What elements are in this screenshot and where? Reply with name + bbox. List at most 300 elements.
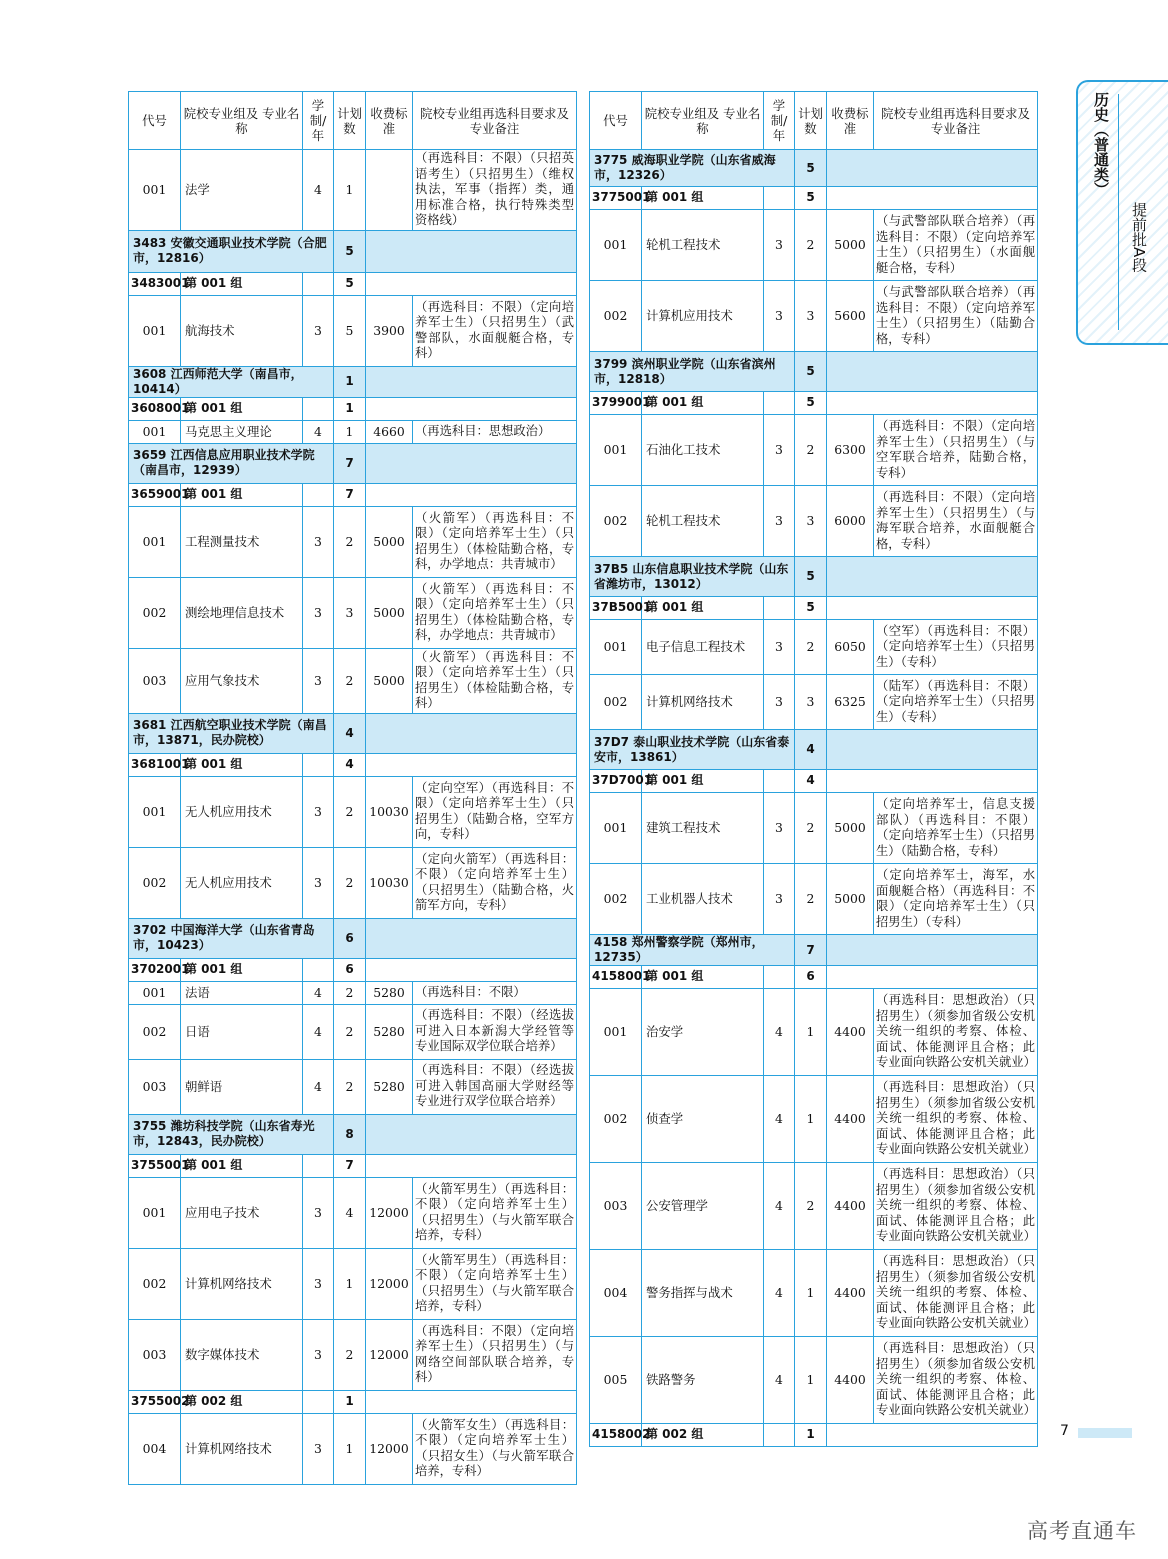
study-years: 4: [764, 989, 795, 1076]
group-name: 第 001 组: [642, 187, 764, 210]
study-years: 3: [764, 793, 795, 864]
empty-cell: [827, 150, 1038, 187]
major-note: （再选科目：不限）（经选拔可进入韩国高丽大学财经等专业进行双学位联合培养）: [413, 1059, 577, 1114]
empty-cell: [827, 730, 1038, 770]
header-fee: 收费标准: [366, 92, 413, 150]
tuition-fee: 5000: [366, 648, 413, 713]
major-name: 应用气象技术: [181, 648, 303, 713]
plan-count: 2: [334, 506, 366, 577]
college-name: 4158 郑州警察学院（郑州市，12735）: [590, 935, 795, 966]
group-code: 3702001: [129, 958, 181, 981]
empty-cell: [827, 597, 1038, 620]
plan-count: 1: [795, 1337, 827, 1424]
group-code: 3775001: [590, 187, 642, 210]
plan-count: 2: [795, 415, 827, 486]
plan-count: 1: [795, 989, 827, 1076]
major-name: 警务指挥与战术: [642, 1250, 764, 1337]
major-name: 航海技术: [181, 295, 303, 366]
empty-cell: [366, 1114, 577, 1154]
major-note: （陆军）（再选科目：不限）（定向培养军士生）（只招男生）（专科）: [874, 675, 1038, 730]
major-note: （再选科目：思想政治）: [413, 420, 577, 443]
major-code: 002: [129, 1248, 181, 1319]
table-header-row: [590, 92, 1038, 150]
tuition-fee: 10030: [366, 776, 413, 847]
major-name: 日语: [181, 1004, 303, 1059]
major-row: [129, 847, 577, 918]
empty-cell: [303, 1154, 334, 1177]
group-row: [590, 392, 1038, 415]
major-code: 001: [129, 150, 181, 231]
plan-count: 2: [334, 1004, 366, 1059]
group-name: 第 001 组: [642, 966, 764, 989]
major-row: [129, 1059, 577, 1114]
major-note: （再选科目：不限）（经选拔可进入日本新潟大学经管等专业国际双学位联合培养）: [413, 1004, 577, 1059]
group-name: 第 001 组: [181, 1154, 303, 1177]
tuition-fee: 6050: [827, 620, 874, 675]
major-note: （空军）（再选科目：不限）（定向培养军士生）（只招男生）（专科）: [874, 620, 1038, 675]
study-years: 4: [764, 1337, 795, 1424]
header-code: 代号: [129, 92, 181, 150]
tuition-fee: 12000: [366, 1413, 413, 1484]
empty-cell: [827, 557, 1038, 597]
empty-cell: [366, 753, 577, 776]
plan-count: 1: [795, 1076, 827, 1163]
plan-count: 2: [334, 648, 366, 713]
plan-count: 7: [334, 443, 366, 483]
plan-count: 2: [795, 1163, 827, 1250]
major-code: 003: [129, 648, 181, 713]
major-code: 002: [129, 847, 181, 918]
major-row: [129, 577, 577, 648]
major-note: （与武警部队联合培养）（再选科目：不限）（定向培养军士生）（只招男生）（陆勤合格，专科）: [874, 281, 1038, 352]
group-code: 3799001: [590, 392, 642, 415]
plan-count: 5: [334, 230, 366, 272]
empty-cell: [366, 958, 577, 981]
college-name: 3702 中国海洋大学（山东省青岛市，10423）: [129, 918, 334, 958]
major-note: （火箭军）（再选科目：不限）（定向培养军士生）（只招男生）（体检陆勤合格，专科）: [413, 648, 577, 713]
major-note: （火箭军）（再选科目：不限）（定向培养军士生）（只招男生）（体检陆勤合格，专科，办学地点：共青城市）: [413, 506, 577, 577]
major-name: 计算机网络技术: [181, 1413, 303, 1484]
college-row: [590, 935, 1038, 966]
plan-count: 1: [334, 150, 366, 231]
major-code: 002: [590, 675, 642, 730]
major-code: 001: [590, 620, 642, 675]
plan-count: 1: [334, 1413, 366, 1484]
group-code: 3681001: [129, 753, 181, 776]
major-name: 侦查学: [642, 1076, 764, 1163]
tuition-fee: 5280: [366, 1059, 413, 1114]
major-note: （再选科目：思想政治）（只招男生）（须参加省级公安机关统一组织的考察、体检、面试、体能测评且合格；此专业面向铁路公安机关就业）: [874, 1337, 1038, 1424]
page-number: 7: [1060, 1423, 1069, 1439]
major-row: [129, 1413, 577, 1484]
major-row: [590, 620, 1038, 675]
group-name: 第 001 组: [181, 958, 303, 981]
major-name: 计算机网络技术: [642, 675, 764, 730]
major-name: 电子信息工程技术: [642, 620, 764, 675]
tuition-fee: 6300: [827, 415, 874, 486]
empty-cell: [827, 352, 1038, 392]
major-code: 002: [590, 1076, 642, 1163]
group-code: 3483001: [129, 272, 181, 295]
group-code: 3608001: [129, 397, 181, 420]
admission-table-right: [589, 91, 1038, 1447]
page-number-bar: [1078, 1428, 1132, 1438]
header-note: 院校专业组再选科目要求及专业备注: [413, 92, 577, 150]
group-name: 第 001 组: [642, 597, 764, 620]
study-years: 3: [303, 648, 334, 713]
study-years: 4: [303, 1004, 334, 1059]
major-note: （再选科目：思想政治）（只招男生）（须参加省级公安机关统一组织的考察、体检、面试、体能测评且合格；此专业面向铁路公安机关就业）: [874, 1163, 1038, 1250]
side-tab-title: 历史（普通类）: [1092, 92, 1110, 197]
major-note: （再选科目：不限）（定向培养军士生）（只招男生）（与网络空间部队联合培养，专科）: [413, 1319, 577, 1390]
group-row: [129, 272, 577, 295]
study-years: 4: [764, 1163, 795, 1250]
empty-cell: [827, 966, 1038, 989]
plan-count: 1: [334, 1390, 366, 1413]
plan-count: 2: [795, 210, 827, 281]
plan-count: 1: [795, 1424, 827, 1447]
major-code: 001: [129, 1177, 181, 1248]
group-code: 4158002: [590, 1424, 642, 1447]
major-name: 铁路警务: [642, 1337, 764, 1424]
plan-count: 4: [334, 713, 366, 753]
study-years: 3: [303, 506, 334, 577]
plan-count: 6: [334, 918, 366, 958]
plan-count: 2: [795, 793, 827, 864]
study-years: 4: [303, 1059, 334, 1114]
major-name: 朝鲜语: [181, 1059, 303, 1114]
plan-count: 2: [334, 776, 366, 847]
empty-cell: [366, 230, 577, 272]
major-name: 马克思主义理论: [181, 420, 303, 443]
tuition-fee: 4400: [827, 989, 874, 1076]
major-note: （火箭军男生）（再选科目：不限）（定向培养军士生）（只招男生）（与火箭军联合培养，专科）: [413, 1248, 577, 1319]
empty-cell: [366, 483, 577, 506]
college-name: 3608 江西师范大学（南昌市，10414）: [129, 366, 334, 397]
empty-cell: [764, 392, 795, 415]
empty-cell: [827, 392, 1038, 415]
header-fee: 收费标准: [827, 92, 874, 150]
plan-count: 6: [795, 966, 827, 989]
plan-count: 7: [334, 1154, 366, 1177]
study-years: 3: [764, 675, 795, 730]
plan-count: 5: [334, 272, 366, 295]
plan-count: 4: [795, 770, 827, 793]
group-row: [129, 1154, 577, 1177]
major-note: （再选科目：不限）（定向培养军士生）（只招男生）（武警部队，水面舰艇合格，专科）: [413, 295, 577, 366]
empty-cell: [366, 713, 577, 753]
study-years: 3: [764, 281, 795, 352]
empty-cell: [764, 187, 795, 210]
study-years: 3: [764, 415, 795, 486]
major-code: 001: [129, 981, 181, 1004]
plan-count: 2: [334, 1059, 366, 1114]
major-row: [129, 150, 577, 231]
major-name: 工程测量技术: [181, 506, 303, 577]
group-code: 37D7001: [590, 770, 642, 793]
major-code: 001: [129, 506, 181, 577]
group-name: 第 001 组: [181, 397, 303, 420]
major-name: 公安管理学: [642, 1163, 764, 1250]
plan-count: 5: [795, 150, 827, 187]
major-name: 应用电子技术: [181, 1177, 303, 1248]
plan-count: 2: [795, 620, 827, 675]
watermark-text: 高考直通车: [1027, 1519, 1137, 1543]
group-code: 3755001: [129, 1154, 181, 1177]
major-note: （再选科目：思想政治）（只招男生）（须参加省级公安机关统一组织的考察、体检、面试、体能测评且合格；此专业面向铁路公安机关就业）: [874, 1076, 1038, 1163]
plan-count: 5: [795, 597, 827, 620]
study-years: 4: [303, 981, 334, 1004]
major-row: [129, 1248, 577, 1319]
college-row: [129, 918, 577, 958]
major-code: 002: [590, 281, 642, 352]
group-row: [129, 753, 577, 776]
empty-cell: [303, 397, 334, 420]
plan-count: 1: [334, 366, 366, 397]
major-name: 法语: [181, 981, 303, 1004]
plan-count: 2: [334, 1319, 366, 1390]
empty-cell: [827, 935, 1038, 966]
major-row: [590, 486, 1038, 557]
major-name: 石油化工技术: [642, 415, 764, 486]
college-row: [590, 557, 1038, 597]
tuition-fee: 5000: [366, 506, 413, 577]
group-code: 4158001: [590, 966, 642, 989]
tuition-fee: 5000: [827, 210, 874, 281]
empty-cell: [366, 366, 577, 397]
study-years: 3: [303, 577, 334, 648]
study-years: 4: [764, 1250, 795, 1337]
major-code: 001: [129, 295, 181, 366]
plan-count: 4: [334, 753, 366, 776]
plan-count: 3: [334, 577, 366, 648]
major-code: 001: [129, 420, 181, 443]
group-row: [590, 597, 1038, 620]
study-years: 3: [303, 1319, 334, 1390]
college-row: [129, 443, 577, 483]
major-row: [129, 506, 577, 577]
plan-count: 5: [795, 392, 827, 415]
major-row: [590, 793, 1038, 864]
major-code: 004: [590, 1250, 642, 1337]
header-years: 学制/年: [764, 92, 795, 150]
college-name: 3755 潍坊科技学院（山东省寿光市，12843，民办院校）: [129, 1114, 334, 1154]
major-name: 测绘地理信息技术: [181, 577, 303, 648]
major-note: （定向火箭军）（再选科目：不限）（定向培养军士生）（只招男生）（陆勤合格，火箭军方向，专科）: [413, 847, 577, 918]
college-name: 3659 江西信息应用职业技术学院（南昌市，12939）: [129, 443, 334, 483]
plan-count: 1: [334, 397, 366, 420]
major-name: 轮机工程技术: [642, 210, 764, 281]
empty-cell: [827, 1424, 1038, 1447]
tuition-fee: 6000: [827, 486, 874, 557]
group-row: [590, 966, 1038, 989]
tuition-fee: 6325: [827, 675, 874, 730]
plan-count: 4: [334, 1177, 366, 1248]
plan-count: 2: [334, 847, 366, 918]
plan-count: 7: [795, 935, 827, 966]
empty-cell: [827, 187, 1038, 210]
empty-cell: [366, 443, 577, 483]
tuition-fee: 3900: [366, 295, 413, 366]
tuition-fee: 4400: [827, 1337, 874, 1424]
major-note: （定向培养军士，海军，水面舰艇合格）（再选科目：不限）（定向培养军士生）（只招男生）（专科）: [874, 864, 1038, 935]
major-row: [590, 1337, 1038, 1424]
study-years: 3: [303, 1248, 334, 1319]
college-name: 3483 安徽交通职业技术学院（合肥市，12816）: [129, 230, 334, 272]
major-code: 005: [590, 1337, 642, 1424]
empty-cell: [366, 397, 577, 420]
major-note: （火箭军）（再选科目：不限）（定向培养军士生）（只招男生）（体检陆勤合格，专科，办学地点：共青城市）: [413, 577, 577, 648]
header-name: 院校专业组及 专业名称: [642, 92, 764, 150]
college-name: 3799 滨州职业学院（山东省滨州市，12818）: [590, 352, 795, 392]
study-years: 4: [303, 420, 334, 443]
major-code: 001: [129, 776, 181, 847]
major-name: 工业机器人技术: [642, 864, 764, 935]
plan-count: 3: [795, 281, 827, 352]
table-header-row: [129, 92, 577, 150]
major-row: [590, 675, 1038, 730]
study-years: 3: [764, 620, 795, 675]
group-name: 第 001 组: [181, 272, 303, 295]
empty-cell: [366, 1154, 577, 1177]
empty-cell: [764, 966, 795, 989]
group-name: 第 001 组: [642, 770, 764, 793]
college-row: [590, 730, 1038, 770]
empty-cell: [366, 918, 577, 958]
major-row: [590, 1076, 1038, 1163]
major-row: [590, 210, 1038, 281]
empty-cell: [366, 1390, 577, 1413]
college-name: 37D7 泰山职业技术学院（山东省泰安市，13861）: [590, 730, 795, 770]
college-row: [129, 366, 577, 397]
tuition-fee: 4400: [827, 1076, 874, 1163]
major-code: 002: [590, 864, 642, 935]
group-row: [590, 187, 1038, 210]
admission-table-left: [128, 91, 577, 1485]
tuition-fee: 4400: [827, 1250, 874, 1337]
section-side-tab: [1076, 80, 1168, 345]
side-tab-subtitle: 提前批A段: [1130, 202, 1148, 273]
empty-cell: [366, 272, 577, 295]
major-note: （再选科目：不限）（定向培养军士生）（只招男生）（与空军联合培养，陆勤合格，专科）: [874, 415, 1038, 486]
major-code: 003: [129, 1059, 181, 1114]
major-name: 法学: [181, 150, 303, 231]
college-row: [590, 352, 1038, 392]
tuition-fee: 4400: [827, 1163, 874, 1250]
college-row: [129, 713, 577, 753]
college-name: 3775 威海职业学院（山东省威海市，12326）: [590, 150, 795, 187]
plan-count: 5: [795, 352, 827, 392]
major-name: 建筑工程技术: [642, 793, 764, 864]
plan-count: 8: [334, 1114, 366, 1154]
major-row: [129, 420, 577, 443]
empty-cell: [303, 483, 334, 506]
major-name: 计算机应用技术: [642, 281, 764, 352]
study-years: 3: [303, 1413, 334, 1484]
major-code: 001: [590, 793, 642, 864]
major-note: （定向培养军士，信息支援部队）（再选科目：不限）（定向培养军士生）（只招男生）（陆勤合格，专科）: [874, 793, 1038, 864]
plan-count: 6: [334, 958, 366, 981]
plan-count: 5: [334, 295, 366, 366]
major-row: [129, 295, 577, 366]
major-code: 001: [590, 210, 642, 281]
study-years: 4: [303, 150, 334, 231]
major-note: （与武警部队联合培养）（再选科目：不限）（定向培养军士生）（只招男生）（水面舰艇合格，专科）: [874, 210, 1038, 281]
group-code: 3659001: [129, 483, 181, 506]
empty-cell: [303, 1390, 334, 1413]
tuition-fee: 5000: [827, 864, 874, 935]
major-code: 004: [129, 1413, 181, 1484]
header-years: 学制/年: [303, 92, 334, 150]
major-name: 无人机应用技术: [181, 847, 303, 918]
tuition-fee: 4660: [366, 420, 413, 443]
major-name: 轮机工程技术: [642, 486, 764, 557]
major-row: [590, 281, 1038, 352]
major-row: [590, 989, 1038, 1076]
header-code: 代号: [590, 92, 642, 150]
major-name: 治安学: [642, 989, 764, 1076]
group-name: 第 002 组: [642, 1424, 764, 1447]
plan-count: 1: [334, 1248, 366, 1319]
group-row: [590, 770, 1038, 793]
major-note: （再选科目：不限）: [413, 981, 577, 1004]
major-row: [129, 981, 577, 1004]
header-plan: 计划数: [334, 92, 366, 150]
major-row: [129, 1319, 577, 1390]
major-code: 001: [590, 415, 642, 486]
side-tab-divider: [1118, 94, 1119, 330]
group-row: [129, 397, 577, 420]
plan-count: 4: [795, 730, 827, 770]
college-name: 3681 江西航空职业技术学院（南昌市，13871，民办院校）: [129, 713, 334, 753]
study-years: 4: [764, 1076, 795, 1163]
empty-cell: [764, 770, 795, 793]
tuition-fee: 10030: [366, 847, 413, 918]
college-row: [129, 1114, 577, 1154]
empty-cell: [303, 753, 334, 776]
study-years: 3: [303, 1177, 334, 1248]
plan-count: 7: [334, 483, 366, 506]
major-note: （再选科目：思想政治）（只招男生）（须参加省级公安机关统一组织的考察、体检、面试、体能测评且合格；此专业面向铁路公安机关就业）: [874, 1250, 1038, 1337]
major-note: （火箭军男生）（再选科目：不限）（定向培养军士生）（只招男生）（与火箭军联合培养，专科）: [413, 1177, 577, 1248]
group-row: [129, 483, 577, 506]
major-row: [129, 648, 577, 713]
college-row: [590, 150, 1038, 187]
plan-count: 1: [795, 1250, 827, 1337]
study-years: 3: [303, 295, 334, 366]
tuition-fee: 5000: [366, 577, 413, 648]
header-plan: 计划数: [795, 92, 827, 150]
tuition-fee: 12000: [366, 1248, 413, 1319]
tuition-fee: 12000: [366, 1319, 413, 1390]
empty-cell: [827, 770, 1038, 793]
college-name: 37B5 山东信息职业技术学院（山东省潍坊市，13012）: [590, 557, 795, 597]
plan-count: 1: [334, 420, 366, 443]
tuition-fee: 12000: [366, 1177, 413, 1248]
college-row: [129, 230, 577, 272]
major-row: [590, 415, 1038, 486]
major-code: 002: [590, 486, 642, 557]
tuition-fee: 5280: [366, 981, 413, 1004]
group-name: 第 001 组: [642, 392, 764, 415]
major-note: （火箭军女生）（再选科目：不限）（定向培养军士生）（只招女生）（与火箭军联合培养，专科）: [413, 1413, 577, 1484]
tuition-fee: 5000: [827, 793, 874, 864]
group-name: 第 001 组: [181, 753, 303, 776]
group-code: 3755002: [129, 1390, 181, 1413]
group-row: [590, 1424, 1038, 1447]
empty-cell: [303, 272, 334, 295]
major-name: 无人机应用技术: [181, 776, 303, 847]
